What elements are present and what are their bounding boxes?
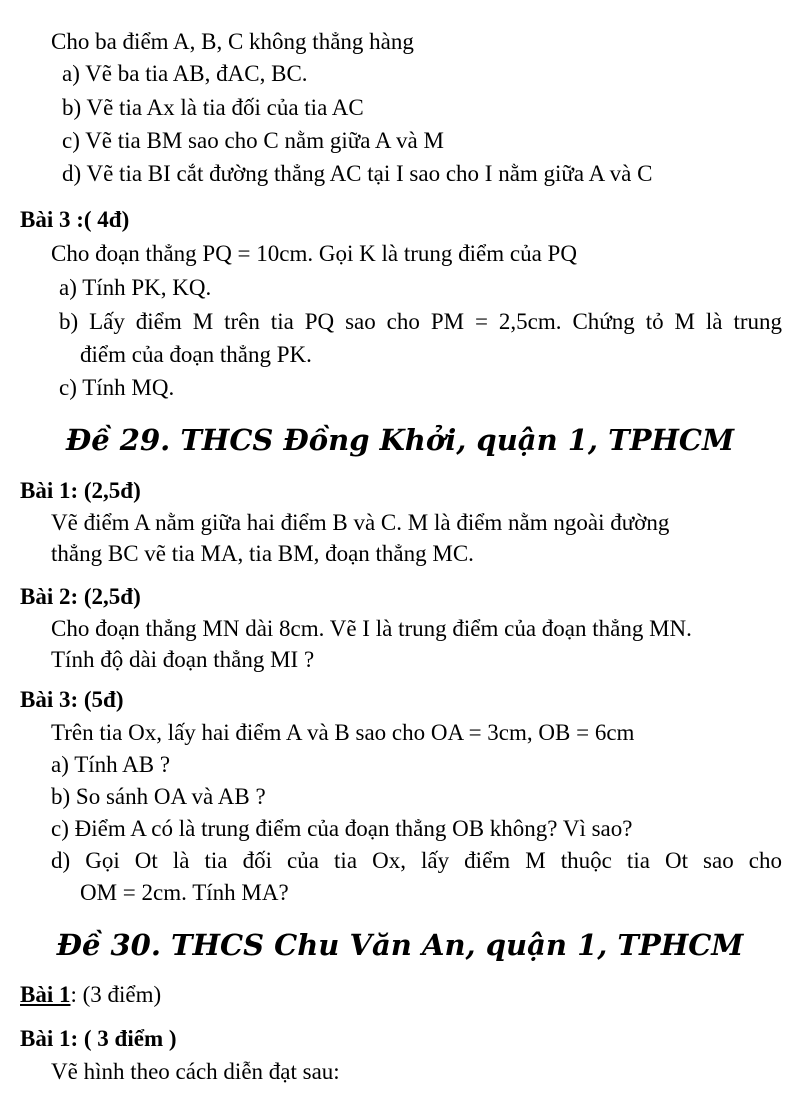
- exercise-item-a: a) Vẽ ba tia AB, đAC, BC.: [62, 61, 308, 86]
- de29-bai2-line1: Cho đoạn thẳng MN dài 8cm. Vẽ I là trung điểm của đoạn thẳng MN.: [51, 616, 692, 641]
- de29-bai3-item-c: c) Điểm A có là trung điểm của đoạn thẳng OB không? Vì sao?: [51, 816, 633, 841]
- de29-bai3-item-d-line2: OM = 2cm. Tính MA?: [80, 880, 289, 905]
- de29-bai3-intro: Trên tia Ox, lấy hai điểm A và B sao cho OA = 3cm, OB = 6cm: [51, 720, 635, 745]
- bai3-intro: Cho đoạn thẳng PQ = 10cm. Gọi K là trung điểm của PQ: [51, 241, 577, 266]
- de29-bai1-line2: thẳng BC vẽ tia MA, tia BM, đoạn thẳng MC.: [51, 541, 474, 566]
- de30-bai1-intro: Vẽ hình theo cách diễn đạt sau:: [51, 1059, 340, 1084]
- bai3-item-b-line2: điểm của đoạn thẳng PK.: [80, 342, 312, 367]
- de30-heading: Đề 30. THCS Chu Văn An, quận 1, TPHCM: [56, 928, 744, 962]
- de29-bai3-item-a: a) Tính AB ?: [51, 752, 171, 777]
- de30-bai1-label: Bài 1: [20, 982, 71, 1007]
- exercise-item-d: d) Vẽ tia BI cắt đường thẳng AC tại I sao cho I nằm giữa A và C: [62, 161, 653, 186]
- exercise-item-c: c) Vẽ tia BM sao cho C nằm giữa A và M: [62, 128, 444, 153]
- de29-bai2-line2: Tính độ dài đoạn thẳng MI ?: [51, 647, 315, 672]
- de30-bai1-header: [20, 981, 161, 1010]
- de29-bai2-title: Bài 2: (2,5đ): [20, 584, 141, 609]
- de29-bai1-line1: Vẽ điểm A nằm giữa hai điểm B và C. M là điểm nằm ngoài đường: [51, 510, 670, 535]
- bai3-title: Bài 3 :( 4đ): [20, 207, 130, 232]
- exercise-intro: Cho ba điểm A, B, C không thẳng hàng: [51, 29, 414, 54]
- bai3-item-c: c) Tính MQ.: [59, 375, 175, 400]
- bai3-item-b-line1: b) Lấy điểm M trên tia PQ sao cho PM = 2,5cm. Chứng tỏ M là trung: [59, 309, 782, 334]
- de29-bai3-title: Bài 3: (5đ): [20, 687, 124, 712]
- de29-bai1-title: Bài 1: (2,5đ): [20, 478, 141, 503]
- exercise-item-b: b) Vẽ tia Ax là tia đối của tia AC: [62, 95, 364, 120]
- de30-bai1-title: Bài 1: ( 3 điểm ): [20, 1026, 177, 1051]
- de29-bai3-item-b: b) So sánh OA và AB ?: [51, 784, 266, 809]
- de30-bai1-points: : (3 điểm): [70, 982, 162, 1007]
- de29-bai3-item-d-line1: d) Gọi Ot là tia đối của tia Ox, lấy điểm M thuộc tia Ot sao cho: [51, 848, 782, 873]
- de29-heading: Đề 29. THCS Đồng Khởi, quận 1, TPHCM: [65, 423, 735, 457]
- bai3-item-a: a) Tính PK, KQ.: [59, 275, 212, 300]
